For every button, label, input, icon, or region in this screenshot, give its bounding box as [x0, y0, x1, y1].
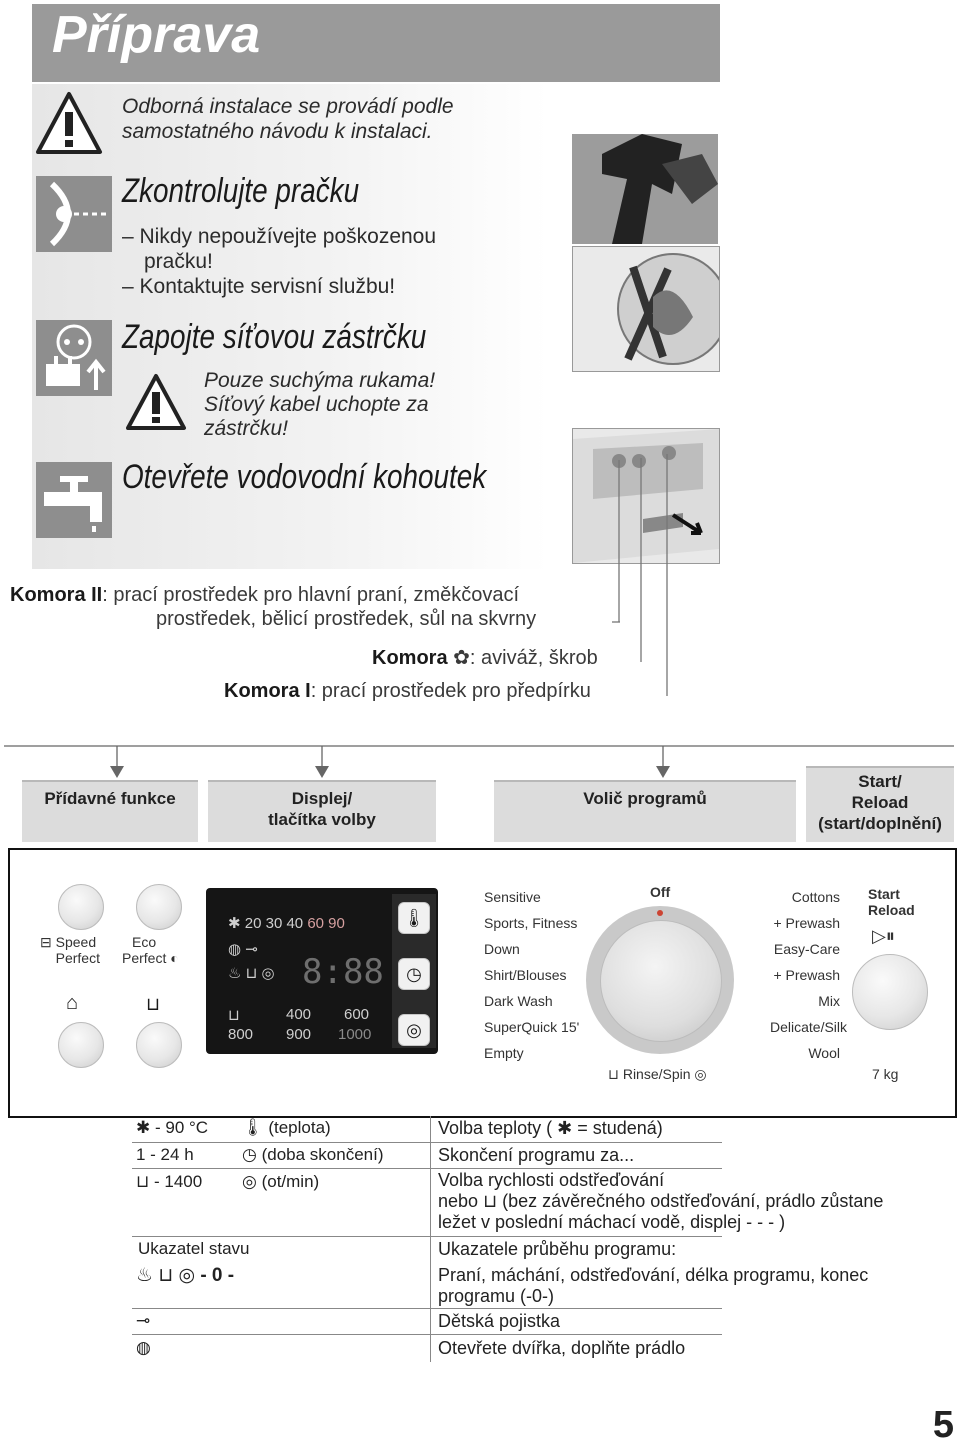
table-row-progress-symbols: ♨ ⊔ ◎ - 0 -: [136, 1265, 235, 1286]
clock-icon: ◷: [242, 1145, 257, 1164]
start-reload-text: Start Reload: [868, 886, 915, 918]
table-column-divider: [430, 1116, 431, 1362]
page-title: Příprava: [52, 6, 261, 64]
check-heading: Zkontrolujte pračku: [122, 172, 360, 210]
play-pause-icon: ▷⏸: [872, 926, 895, 946]
program-shirt-blouses: Shirt/Blouses: [484, 967, 567, 983]
spin-800: 800: [228, 1026, 254, 1043]
wash-icon: ♨: [136, 1265, 154, 1286]
table-row-spin-desc3: ležet v poslední máchací vodě, displej - - - ): [438, 1212, 786, 1232]
plug-note-2: Síťový kabel uchopte za: [204, 393, 429, 416]
program-delicate-silk: Delicate/Silk: [770, 1019, 848, 1035]
spin-900: 900: [286, 1026, 312, 1043]
dial-indicator: [657, 910, 663, 916]
temperature-row: ✱ 20 30 40 60 90: [228, 915, 345, 932]
spin-icon: ◎: [694, 1066, 707, 1082]
label-extra-functions: Přídavné funkce: [22, 780, 198, 842]
spin-1000: 1000: [338, 1026, 372, 1043]
spin-icon: ◎: [406, 1020, 422, 1040]
program-superquick: SuperQuick 15': [484, 1019, 580, 1035]
table-row-status-desc: Ukazatele průběhu programu:: [438, 1239, 677, 1259]
speed-perfect-label: ⊟ Speed Perfect: [40, 934, 100, 966]
plug-icon: [36, 320, 112, 396]
spin-icon: ◎: [178, 1265, 196, 1286]
compartment-fabric-label: Komora ✿: aviváž, škrob: [372, 647, 598, 669]
table-row-temp-desc: Volba teploty ( ✱ = studená): [438, 1118, 663, 1138]
spin-icon: ◎: [242, 1172, 257, 1191]
program-down: Down: [484, 941, 520, 957]
label-program-selector: Volič programů: [494, 780, 796, 842]
plug-note-3: zástrčku!: [204, 417, 289, 440]
program-easy-care-prewash: + Prewash: [773, 967, 840, 983]
key-icon: ⊸: [136, 1311, 151, 1330]
table-divider: [132, 1142, 722, 1143]
snowflake-icon: ✱: [228, 915, 241, 932]
fabric-softener-icon: ✿: [453, 647, 470, 669]
inspect-icon: [36, 176, 112, 252]
spin-speed-button[interactable]: [398, 1014, 430, 1046]
table-row-status-label: Ukazatel stavu: [138, 1239, 250, 1258]
check-item-1: – Nikdy nepoužívejte poškozenou: [122, 225, 437, 248]
door-icon: ◍: [228, 941, 242, 958]
table-row-temp-icon: 🌡 (teplota): [242, 1118, 331, 1137]
time-digits: 8:88: [302, 952, 384, 992]
temperature-button[interactable]: [398, 902, 430, 934]
clock-icon: ◷: [406, 964, 422, 984]
spin-600: 600: [344, 1006, 370, 1023]
spin-icon: ◎: [261, 965, 275, 982]
eco-perfect-button[interactable]: [136, 884, 182, 930]
program-list-left: [484, 884, 579, 1066]
page-number: 5: [932, 1404, 954, 1446]
speed-perfect-button[interactable]: [58, 884, 104, 930]
table-row-time-desc: Skončení programu za...: [438, 1145, 635, 1165]
program-list-right: [770, 884, 848, 1066]
warning-icon: [124, 372, 188, 432]
rinse-spin-label: ⊔ Rinse/Spin ◎: [608, 1066, 707, 1082]
program-selector-dial[interactable]: [600, 920, 722, 1042]
table-row-temp-range: ✱ - 90 °C: [136, 1118, 209, 1137]
program-dark-wash: Dark Wash: [484, 993, 553, 1009]
program-cottons: Cottons: [791, 889, 840, 905]
program-cottons-prewash: + Prewash: [773, 915, 840, 931]
table-divider: [132, 1236, 722, 1237]
table-row-time-icon: ◷ (doba skončení): [242, 1145, 384, 1164]
table-row-time-range: 1 - 24 h: [136, 1145, 194, 1164]
laundry-illustration: [572, 134, 718, 244]
eco-perfect-label: Eco Perfect ◐: [122, 934, 179, 966]
wash-icon: ♨: [228, 965, 242, 982]
table-row-childlock-desc: Dětská pojistka: [438, 1311, 561, 1331]
table-row-progress-desc2: programu (-0-): [438, 1286, 555, 1306]
program-mix: Mix: [818, 993, 840, 1009]
warning-icon: [34, 90, 104, 156]
compartment-1-label: Komora I: prací prostředek pro předpírku: [224, 680, 591, 702]
program-wool: Wool: [808, 1045, 840, 1061]
program-off: Off: [650, 884, 671, 900]
label-display: Displej/ tlačítka volby: [208, 780, 436, 842]
table-row-progress-desc1: Praní, máchání, odstřeďování, délka programu, konec: [438, 1265, 869, 1285]
tap-heading: Otevřete vodovodní kohoutek: [122, 458, 487, 496]
eco-icon: ◐: [170, 950, 179, 966]
start-reload-button[interactable]: [852, 954, 928, 1030]
no-spin-icon: ⊔: [483, 1191, 498, 1211]
table-divider: [132, 1308, 722, 1309]
thermometer-icon: 🌡: [402, 908, 426, 928]
drum-illustration: [572, 246, 720, 372]
key-icon: ⊸: [245, 941, 258, 958]
rinse-icon: ⊔: [158, 1265, 174, 1286]
compartment-2-label: Komora II: prací prostředek pro hlavní praní, změkčovací: [10, 584, 520, 606]
rinse-plus-icon: ⊔: [146, 994, 161, 1014]
installation-warning-line2: samostatného návodu k instalaci.: [122, 120, 433, 143]
clock-icon: ⊟: [40, 934, 52, 950]
table-row-door-desc: Otevřete dvířka, doplňte prádlo: [438, 1338, 686, 1358]
capacity-label: 7 kg: [872, 1066, 899, 1082]
door-lock-row: [228, 940, 258, 958]
table-row-spin-desc1: Volba rychlosti odstřeďování: [438, 1170, 665, 1190]
compartment-2-label-cont: prostředek, bělicí prostředek, sůl na skvrny: [156, 608, 537, 630]
table-row-spin-range: ⊔ - 1400: [136, 1172, 203, 1191]
end-time-button[interactable]: [398, 958, 430, 990]
thermometer-icon: 🌡: [242, 1118, 264, 1137]
snowflake-icon: ✱: [136, 1118, 151, 1137]
installation-warning-line1: Odborná instalace se provádí podle: [122, 95, 454, 118]
spin-400: 400: [286, 1006, 312, 1023]
program-easy-care: Easy-Care: [773, 941, 840, 957]
check-item-1-cont: pračku!: [144, 250, 213, 273]
program-empty: Empty: [484, 1045, 524, 1061]
no-spin-icon: ⊔: [136, 1172, 150, 1191]
iron-icon: ⌂: [66, 992, 79, 1014]
plug-heading: Zapojte síťovou zástrčku: [122, 318, 427, 356]
no-spin-icon: ⊔: [228, 1007, 240, 1024]
rinse-icon: ⊔: [245, 965, 258, 982]
table-row-spin-desc2: nebo ⊔ (bez závěrečného odstřeďování, prádlo zůstane: [438, 1191, 884, 1211]
table-divider: [132, 1168, 722, 1169]
check-item-2: – Kontaktujte servisní službu!: [122, 275, 396, 298]
label-start-reload: Start/ Reload (start/doplnění): [806, 766, 954, 842]
door-icon: ◍: [136, 1338, 151, 1357]
snowflake-icon: ✱: [557, 1118, 573, 1138]
table-row-spin-icon: ◎ (ot/min): [242, 1172, 320, 1191]
easy-iron-button[interactable]: [58, 1022, 104, 1068]
rinse-icon: ⊔: [608, 1066, 619, 1082]
program-sensitive: Sensitive: [484, 889, 541, 905]
program-sports-fitness: Sports, Fitness: [484, 915, 578, 931]
table-divider: [132, 1334, 722, 1335]
plug-note-1: Pouze suchýma rukama!: [204, 369, 436, 392]
status-icons-row: [228, 964, 275, 982]
water-plus-button[interactable]: [136, 1022, 182, 1068]
